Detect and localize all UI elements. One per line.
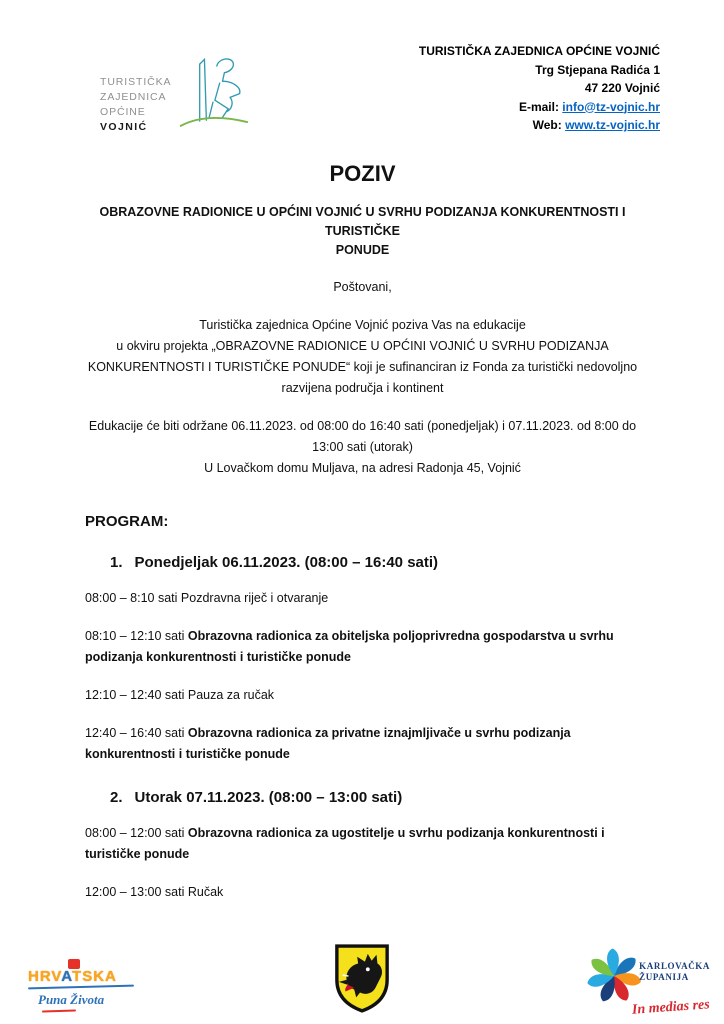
salutation: Poštovani, <box>333 280 392 294</box>
tz-logo-line4: VOJNIĆ <box>100 121 148 133</box>
item-time: 08:10 – 12:10 sati <box>85 629 185 643</box>
croatia-underline-icon <box>28 985 134 990</box>
item-time: 12:10 – 12:40 sati <box>85 688 185 702</box>
tz-logo-line1: TURISTIČKA <box>100 76 172 88</box>
karlovacka-line2: ŽUPANIJA <box>639 971 689 982</box>
item-text: Pozdravna riječ i otvaranje <box>180 591 329 605</box>
item-time: 12:00 – 13:00 sati <box>85 885 185 899</box>
email-link[interactable]: info@tz-vojnic.hr <box>562 99 660 114</box>
schedule-item-1-3 <box>85 685 640 706</box>
tz-logo-line3: OPĆINE <box>100 106 146 118</box>
item-text: Obrazovna radionica za ugostitelje u svrhu podizanja konkurentnosti i turističke ponude <box>85 826 605 861</box>
day-2-number: 2. <box>110 789 123 806</box>
web-link[interactable]: www.tz-vojnic.hr <box>565 118 660 132</box>
subtitle-line1: OBRAZOVNE RADIONICE U OPĆINI VOJNIĆ U SVRHU PODIZANJA KONKURENTNOSTI I TURISTIČKE <box>99 205 626 238</box>
item-text: Obrazovna radionica za privatne iznajmljivače u svrhu podizanja konkurentnosti i turističke ponude <box>85 726 571 761</box>
karlovacka-zupanija-logo <box>583 945 711 1018</box>
karlovacka-wordmark <box>639 961 710 983</box>
intro-line3: KONKURENTNOSTI I TURISTIČKE PONUDE“ koji je sufinanciran iz Fonda za turistički nedovoljno <box>87 360 638 374</box>
croatia-tourism-logo <box>28 959 158 1012</box>
document-body <box>0 161 724 903</box>
karlovacka-line1: KARLOVAČKA <box>639 960 710 971</box>
schedule-item-1-2 <box>85 626 640 668</box>
org-name: TURISTIČKA ZAJEDNICA OPĆINE VOJNIĆ <box>418 44 660 58</box>
schedule-info-line3: U Lovačkom domu Muljava, na adresi Radonja 45, Vojnić <box>204 461 521 475</box>
intro-line2: u okviru projekta „OBRAZOVNE RADIONICE U OPĆINI VOJNIĆ U SVRHU PODIZANJA <box>116 339 609 353</box>
program-day-1-heading <box>110 554 640 571</box>
program-day-2-heading <box>110 789 640 806</box>
web-label: Web: <box>532 118 562 132</box>
document-subtitle <box>85 203 640 260</box>
croatia-word-a: A <box>61 968 73 985</box>
croatia-tagline: Puna Života <box>38 992 105 1007</box>
header <box>0 0 724 141</box>
karlovacka-tagline: In medias res <box>631 997 711 1018</box>
intro-line1: Turistička zajednica Općine Vojnić poziva Vas na edukacije <box>199 318 526 332</box>
day-2-title: Utorak 07.11.2023. (08:00 – 13:00 sati) <box>134 789 403 806</box>
schedule-info-line1: Edukacije će biti održane 06.11.2023. od 08:00 do 16:40 sati (ponedjeljak) i 07.11.2023. od 8:00 do <box>88 419 637 433</box>
schedule-info-paragraph <box>85 416 640 479</box>
subtitle-line2: PONUDE <box>335 243 390 257</box>
item-text: Obrazovna radionica za obiteljska poljoprivredna gospodarstva u svrhu podizanja konkurentnosti i turističke ponude <box>85 629 614 664</box>
org-city: 47 220 Vojnić <box>584 81 660 95</box>
item-text: Ručak <box>187 885 224 899</box>
item-time: 08:00 – 8:10 sati <box>85 591 178 605</box>
schedule-item-1-4 <box>85 723 640 765</box>
monument-icon <box>175 54 251 141</box>
day-1-title: Ponedjeljak 06.11.2023. (08:00 – 16:40 sati) <box>134 554 439 571</box>
org-email-row <box>419 98 660 117</box>
schedule-item-1-1 <box>85 588 640 609</box>
intro-line4: razvijena područja i kontinent <box>281 381 444 395</box>
tz-vojnic-logo <box>100 54 251 141</box>
day-1-number: 1. <box>110 554 123 571</box>
org-street: Trg Stjepana Radića 1 <box>535 62 660 77</box>
page-title: POZIV <box>329 161 396 186</box>
croatia-red-underline-icon <box>42 1009 76 1012</box>
footer-logos <box>0 938 724 1018</box>
item-time: 12:40 – 16:40 sati <box>85 726 185 740</box>
intro-paragraph <box>85 315 640 399</box>
schedule-info-line2: 13:00 sati (utorak) <box>312 440 413 454</box>
tz-logo-text <box>100 75 171 141</box>
program-heading: PROGRAM: <box>85 513 169 530</box>
croatia-wordmark <box>28 969 158 985</box>
tz-logo-line2: ZAJEDNICA <box>100 91 167 103</box>
schedule-item-2-2 <box>85 882 640 903</box>
item-text: Pauza za ručak <box>187 688 275 702</box>
croatia-word-part1: HRV <box>28 968 62 985</box>
email-label: E-mail: <box>518 99 559 114</box>
vojnic-coat-of-arms-icon <box>333 943 391 1018</box>
item-time: 08:00 – 12:00 sati <box>85 826 185 840</box>
org-web-row <box>419 116 660 135</box>
croatia-word-part2: TSKA <box>72 968 117 985</box>
schedule-item-2-1 <box>85 823 640 865</box>
org-address-block <box>419 42 660 135</box>
